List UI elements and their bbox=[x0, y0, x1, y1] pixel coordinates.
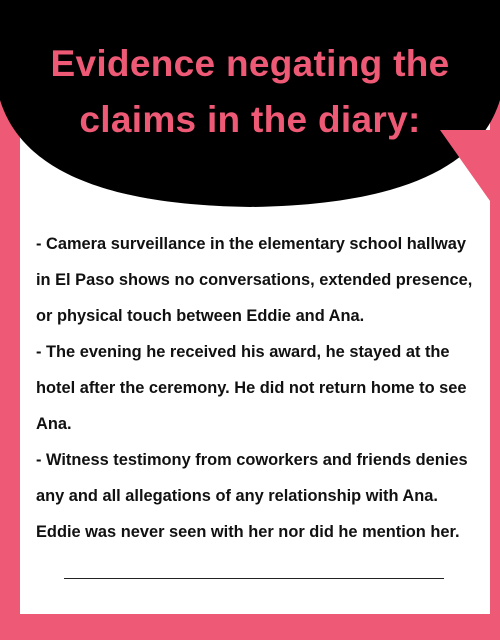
evidence-item-award-evening: - The evening he received his award, he stayed at the hotel after the ceremony. He did not return home to see Ana. bbox=[36, 343, 467, 433]
evidence-list bbox=[36, 226, 476, 550]
title-line-1: Evidence negating the bbox=[50, 43, 450, 84]
evidence-item-witness-testimony: - Witness testimony from coworkers and friends denies any and all allegations of any relationship with Ana. Eddie was never seen with her nor did he mention her. bbox=[36, 451, 468, 541]
evidence-item-surveillance: - Camera surveillance in the elementary school hallway in El Paso shows no conversations, extended presence, or physical touch between Eddie and Ana. bbox=[36, 235, 473, 325]
signature-line bbox=[64, 578, 444, 579]
title-line-2: claims in the diary: bbox=[79, 99, 421, 140]
page-title bbox=[0, 36, 500, 148]
